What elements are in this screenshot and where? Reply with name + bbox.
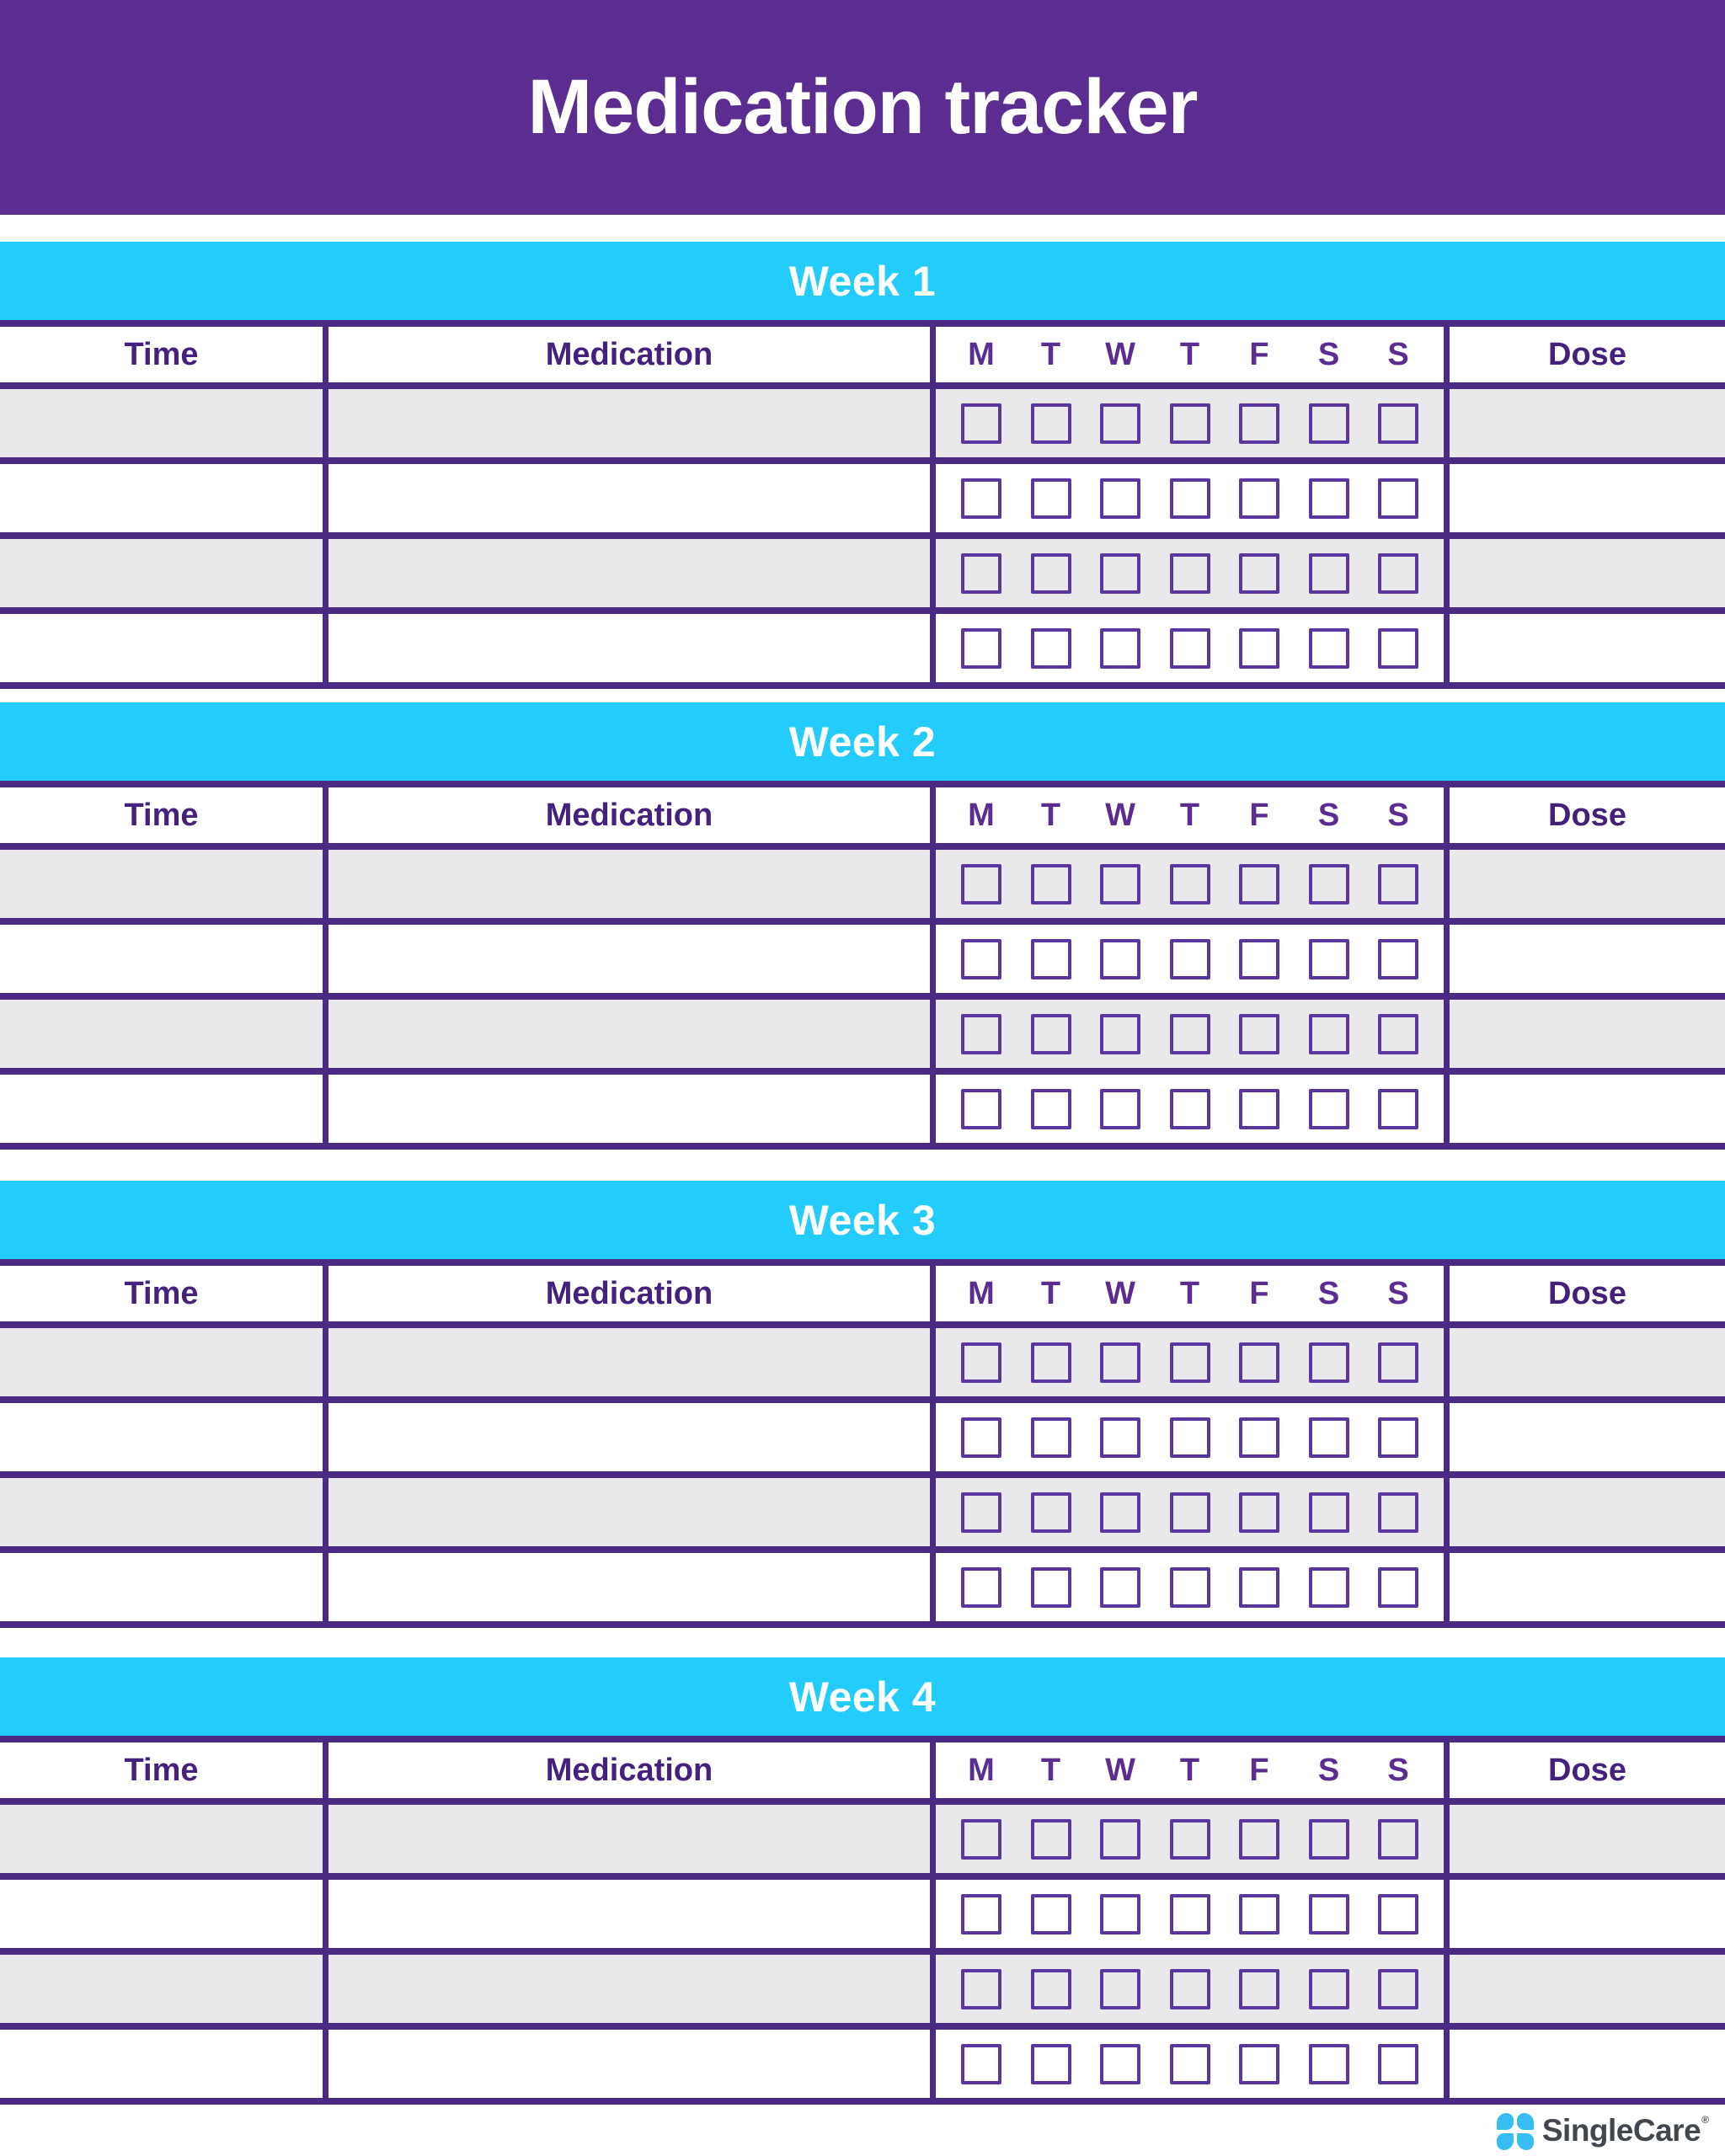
medication-cell[interactable] xyxy=(323,1880,930,1948)
medication-cell[interactable] xyxy=(323,1553,930,1621)
day-letter: T xyxy=(1040,797,1061,833)
table-row xyxy=(0,1000,1725,1068)
day-letter: T xyxy=(1040,336,1061,372)
day-checkbox[interactable] xyxy=(1170,403,1210,444)
time-cell[interactable] xyxy=(0,539,323,607)
day-checkbox[interactable] xyxy=(1309,1089,1349,1129)
day-checkbox[interactable] xyxy=(961,2044,1001,2084)
table-row xyxy=(0,925,1725,993)
medication-cell[interactable] xyxy=(323,850,930,918)
medication-cell[interactable] xyxy=(323,925,930,993)
day-checkbox[interactable] xyxy=(1170,1969,1210,2009)
day-letter: T xyxy=(1179,1752,1200,1788)
horizontal-rule xyxy=(0,1736,1725,1742)
day-checkbox[interactable] xyxy=(1239,1089,1279,1129)
day-checkbox[interactable] xyxy=(1170,1492,1210,1533)
day-checkbox[interactable] xyxy=(1378,628,1418,669)
day-checkbox[interactable] xyxy=(1239,1492,1279,1533)
day-checkbox[interactable] xyxy=(1100,1014,1140,1054)
dose-cell[interactable] xyxy=(1444,614,1725,682)
column-header-time: Time xyxy=(124,336,199,372)
week-label: Week 2 xyxy=(788,718,937,766)
day-checkbox[interactable] xyxy=(1378,2044,1418,2084)
day-checkbox[interactable] xyxy=(1031,1819,1071,1860)
day-letter: T xyxy=(1040,1752,1061,1788)
horizontal-rule xyxy=(0,1259,1725,1266)
day-checkbox[interactable] xyxy=(1378,478,1418,519)
dose-cell[interactable] xyxy=(1444,1403,1725,1471)
week-section-1 xyxy=(0,242,1725,689)
day-checkbox-row xyxy=(930,1403,1444,1471)
column-header-medication: Medication xyxy=(323,1266,930,1321)
day-checkbox[interactable] xyxy=(1239,2044,1279,2084)
day-checkbox[interactable] xyxy=(961,1969,1001,2009)
day-checkbox-row xyxy=(930,1328,1444,1396)
day-checkbox[interactable] xyxy=(961,403,1001,444)
day-checkbox[interactable] xyxy=(1100,864,1140,905)
medication-cell[interactable] xyxy=(323,1805,930,1873)
day-checkbox[interactable] xyxy=(1309,1417,1349,1458)
day-checkbox[interactable] xyxy=(1239,1567,1279,1608)
week-section-2 xyxy=(0,702,1725,1150)
horizontal-rule xyxy=(0,993,1725,1000)
day-checkbox[interactable] xyxy=(961,1089,1001,1129)
medication-cell[interactable] xyxy=(323,2030,930,2098)
horizontal-rule xyxy=(0,457,1725,464)
table-row xyxy=(0,1805,1725,1873)
horizontal-rule xyxy=(0,2098,1725,2105)
column-header-time: Time xyxy=(124,1275,199,1311)
medication-cell[interactable] xyxy=(323,539,930,607)
day-checkbox[interactable] xyxy=(1239,478,1279,519)
day-checkbox[interactable] xyxy=(1239,403,1279,444)
footer xyxy=(0,2105,1725,2156)
medication-cell[interactable] xyxy=(323,1478,930,1546)
day-letter: M xyxy=(968,797,995,833)
dose-cell[interactable] xyxy=(1444,539,1725,607)
day-letter: S xyxy=(1387,336,1409,372)
day-checkbox[interactable] xyxy=(1031,1492,1071,1533)
day-checkbox[interactable] xyxy=(1170,1014,1210,1054)
table-row xyxy=(0,850,1725,918)
day-letter: F xyxy=(1249,336,1269,372)
table-row xyxy=(0,1553,1725,1621)
day-checkbox[interactable] xyxy=(1170,1894,1210,1935)
day-checkbox-row xyxy=(930,925,1444,993)
dose-cell[interactable] xyxy=(1444,1955,1725,2023)
day-checkbox[interactable] xyxy=(1378,939,1418,979)
day-checkbox[interactable] xyxy=(1309,1567,1349,1608)
day-checkbox-row xyxy=(930,389,1444,457)
table-row xyxy=(0,1328,1725,1396)
day-checkbox[interactable] xyxy=(1031,628,1071,669)
day-checkbox[interactable] xyxy=(1031,1969,1071,2009)
day-letter: M xyxy=(968,336,995,372)
day-checkbox[interactable] xyxy=(1239,939,1279,979)
singlecare-logo-text: SingleCare xyxy=(1541,2112,1701,2148)
day-checkbox[interactable] xyxy=(1100,1492,1140,1533)
week-label: Week 4 xyxy=(788,1673,937,1721)
day-checkbox[interactable] xyxy=(1378,403,1418,444)
day-checkbox[interactable] xyxy=(1239,1417,1279,1458)
day-checkbox[interactable] xyxy=(1031,2044,1071,2084)
table-row xyxy=(0,1478,1725,1546)
horizontal-rule xyxy=(0,382,1725,389)
day-checkbox-row xyxy=(930,1880,1444,1948)
day-checkbox[interactable] xyxy=(1239,1819,1279,1860)
horizontal-rule xyxy=(0,843,1725,850)
day-letter: S xyxy=(1387,797,1409,833)
day-checkbox[interactable] xyxy=(1031,1342,1071,1383)
day-checkbox[interactable] xyxy=(1239,864,1279,905)
dose-cell[interactable] xyxy=(1444,850,1725,918)
day-checkbox[interactable] xyxy=(1309,1819,1349,1860)
horizontal-rule xyxy=(0,918,1725,925)
day-checkbox[interactable] xyxy=(1170,1567,1210,1608)
logo-petal xyxy=(1517,2113,1534,2130)
day-checkbox[interactable] xyxy=(1378,1819,1418,1860)
medication-cell[interactable] xyxy=(323,1328,930,1396)
page-title: Medication tracker xyxy=(527,64,1198,150)
day-checkbox[interactable] xyxy=(961,478,1001,519)
week-section-4 xyxy=(0,1657,1725,2105)
registered-trademark-icon: ® xyxy=(1701,2113,1709,2126)
time-cell[interactable] xyxy=(0,1000,323,1068)
day-checkbox[interactable] xyxy=(1170,939,1210,979)
day-checkbox[interactable] xyxy=(1378,1014,1418,1054)
day-checkbox[interactable] xyxy=(1170,1342,1210,1383)
day-checkbox[interactable] xyxy=(1378,1342,1418,1383)
day-letter: T xyxy=(1179,1275,1200,1311)
time-cell[interactable] xyxy=(0,1553,323,1621)
day-checkbox[interactable] xyxy=(1170,1819,1210,1860)
week-banner xyxy=(0,242,1725,320)
day-checkbox[interactable] xyxy=(961,864,1001,905)
horizontal-rule xyxy=(0,1798,1725,1805)
table-header-row xyxy=(0,787,1725,843)
day-checkbox[interactable] xyxy=(1031,939,1071,979)
horizontal-rule xyxy=(0,320,1725,327)
day-checkbox[interactable] xyxy=(961,1342,1001,1383)
week-banner xyxy=(0,702,1725,781)
horizontal-rule xyxy=(0,1948,1725,1955)
day-checkbox[interactable] xyxy=(961,1567,1001,1608)
day-checkbox[interactable] xyxy=(961,553,1001,594)
day-checkbox-row xyxy=(930,1075,1444,1143)
dose-cell[interactable] xyxy=(1444,389,1725,457)
day-letter: W xyxy=(1105,797,1135,833)
day-letter: S xyxy=(1387,1752,1409,1788)
day-checkbox[interactable] xyxy=(1031,553,1071,594)
day-checkbox[interactable] xyxy=(1378,1894,1418,1935)
day-checkbox[interactable] xyxy=(1309,864,1349,905)
day-checkbox[interactable] xyxy=(961,939,1001,979)
day-checkbox[interactable] xyxy=(1239,1014,1279,1054)
day-checkbox[interactable] xyxy=(1378,864,1418,905)
column-header-medication: Medication xyxy=(323,1742,930,1798)
table-header-row xyxy=(0,327,1725,382)
column-header-dose: Dose xyxy=(1444,787,1725,843)
day-checkbox[interactable] xyxy=(1239,553,1279,594)
day-checkbox[interactable] xyxy=(1100,1417,1140,1458)
horizontal-rule xyxy=(0,2023,1725,2030)
day-checkbox-row xyxy=(930,850,1444,918)
column-header-time: Time xyxy=(124,1752,199,1788)
time-cell[interactable] xyxy=(0,614,323,682)
day-letter: S xyxy=(1387,1275,1409,1311)
time-cell[interactable] xyxy=(0,1328,323,1396)
day-letter: T xyxy=(1179,336,1200,372)
day-checkbox[interactable] xyxy=(1378,1089,1418,1129)
table-row xyxy=(0,464,1725,532)
day-letter: W xyxy=(1105,1752,1135,1788)
day-checkbox-row xyxy=(930,614,1444,682)
day-checkbox[interactable] xyxy=(1378,1417,1418,1458)
day-checkbox[interactable] xyxy=(1378,553,1418,594)
time-cell[interactable] xyxy=(0,1880,323,1948)
table-row xyxy=(0,539,1725,607)
dose-cell[interactable] xyxy=(1444,1805,1725,1873)
week-label: Week 1 xyxy=(788,257,937,305)
day-checkbox[interactable] xyxy=(1170,864,1210,905)
logo-petal xyxy=(1497,2113,1514,2130)
day-letter: F xyxy=(1249,1275,1269,1311)
day-checkbox[interactable] xyxy=(961,628,1001,669)
time-cell[interactable] xyxy=(0,1403,323,1471)
day-letter: M xyxy=(968,1275,995,1311)
day-checkbox[interactable] xyxy=(1031,478,1071,519)
day-checkbox[interactable] xyxy=(1170,1089,1210,1129)
week-banner xyxy=(0,1181,1725,1259)
horizontal-rule xyxy=(0,1321,1725,1328)
day-checkbox[interactable] xyxy=(1100,939,1140,979)
logo-petal xyxy=(1497,2133,1514,2150)
time-cell[interactable] xyxy=(0,1075,323,1143)
day-letters-row xyxy=(930,1742,1444,1798)
day-checkbox[interactable] xyxy=(1031,864,1071,905)
dose-cell[interactable] xyxy=(1444,2030,1725,2098)
horizontal-rule xyxy=(0,532,1725,539)
day-letters-row xyxy=(930,1266,1444,1321)
day-letter: F xyxy=(1249,797,1269,833)
time-cell[interactable] xyxy=(0,850,323,918)
dose-cell[interactable] xyxy=(1444,1478,1725,1546)
day-checkbox[interactable] xyxy=(1309,553,1349,594)
day-checkbox-row xyxy=(930,539,1444,607)
day-checkbox-row xyxy=(930,464,1444,532)
week-section-3 xyxy=(0,1181,1725,1628)
table-row xyxy=(0,1403,1725,1471)
day-checkbox[interactable] xyxy=(1100,553,1140,594)
dose-cell[interactable] xyxy=(1444,464,1725,532)
day-checkbox[interactable] xyxy=(1100,1089,1140,1129)
dose-cell[interactable] xyxy=(1444,1880,1725,1948)
day-checkbox[interactable] xyxy=(961,1014,1001,1054)
day-checkbox[interactable] xyxy=(1170,1417,1210,1458)
day-checkbox[interactable] xyxy=(1031,1089,1071,1129)
dose-cell[interactable] xyxy=(1444,1000,1725,1068)
day-checkbox[interactable] xyxy=(1031,403,1071,444)
day-checkbox[interactable] xyxy=(1031,1567,1071,1608)
horizontal-rule xyxy=(0,1068,1725,1075)
day-checkbox[interactable] xyxy=(1100,2044,1140,2084)
day-checkbox[interactable] xyxy=(1309,628,1349,669)
day-checkbox[interactable] xyxy=(1170,2044,1210,2084)
day-checkbox-row xyxy=(930,1000,1444,1068)
day-checkbox[interactable] xyxy=(961,1417,1001,1458)
singlecare-logo-icon xyxy=(1497,2113,1534,2150)
horizontal-rule xyxy=(0,1621,1725,1628)
day-checkbox[interactable] xyxy=(1031,1894,1071,1935)
day-checkbox[interactable] xyxy=(1100,628,1140,669)
horizontal-rule xyxy=(0,1143,1725,1150)
medication-cell[interactable] xyxy=(323,1075,930,1143)
day-checkbox[interactable] xyxy=(1239,1342,1279,1383)
day-checkbox[interactable] xyxy=(1378,1492,1418,1533)
medication-cell[interactable] xyxy=(323,464,930,532)
time-cell[interactable] xyxy=(0,2030,323,2098)
day-letters-row xyxy=(930,327,1444,382)
day-checkbox[interactable] xyxy=(1239,1894,1279,1935)
horizontal-rule xyxy=(0,1396,1725,1403)
day-letters-row xyxy=(930,787,1444,843)
day-checkbox[interactable] xyxy=(1031,1417,1071,1458)
medication-cell[interactable] xyxy=(323,1955,930,2023)
day-checkbox[interactable] xyxy=(1100,1894,1140,1935)
table-header-row xyxy=(0,1266,1725,1321)
medication-cell[interactable] xyxy=(323,1000,930,1068)
time-cell[interactable] xyxy=(0,1478,323,1546)
day-checkbox[interactable] xyxy=(1170,628,1210,669)
day-checkbox[interactable] xyxy=(1309,1014,1349,1054)
time-cell[interactable] xyxy=(0,1955,323,2023)
table-row xyxy=(0,2030,1725,2098)
column-header-time: Time xyxy=(124,797,199,833)
column-header-dose: Dose xyxy=(1444,327,1725,382)
day-checkbox[interactable] xyxy=(1100,1969,1140,2009)
day-letter: W xyxy=(1105,336,1135,372)
time-cell[interactable] xyxy=(0,464,323,532)
day-letter: M xyxy=(968,1752,995,1788)
dose-cell[interactable] xyxy=(1444,1553,1725,1621)
day-checkbox[interactable] xyxy=(961,1819,1001,1860)
day-checkbox[interactable] xyxy=(1100,1819,1140,1860)
day-checkbox[interactable] xyxy=(1100,478,1140,519)
week-banner xyxy=(0,1657,1725,1736)
day-letter: F xyxy=(1249,1752,1269,1788)
day-letter: S xyxy=(1317,336,1340,372)
day-letter: S xyxy=(1317,797,1340,833)
day-letter: T xyxy=(1179,797,1200,833)
day-checkbox[interactable] xyxy=(1239,1969,1279,2009)
dose-cell[interactable] xyxy=(1444,1075,1725,1143)
day-checkbox[interactable] xyxy=(1309,403,1349,444)
day-checkbox[interactable] xyxy=(1170,553,1210,594)
day-checkbox[interactable] xyxy=(961,1894,1001,1935)
horizontal-rule xyxy=(0,781,1725,787)
day-checkbox[interactable] xyxy=(961,1492,1001,1533)
time-cell[interactable] xyxy=(0,1805,323,1873)
table-row xyxy=(0,614,1725,682)
day-checkbox[interactable] xyxy=(1309,2044,1349,2084)
horizontal-rule xyxy=(0,1873,1725,1880)
horizontal-rule xyxy=(0,1546,1725,1553)
day-letter: T xyxy=(1040,1275,1061,1311)
table-row xyxy=(0,1880,1725,1948)
table-row xyxy=(0,1075,1725,1143)
day-checkbox[interactable] xyxy=(1170,478,1210,519)
table-row xyxy=(0,1955,1725,2023)
day-checkbox[interactable] xyxy=(1309,1342,1349,1383)
table-row xyxy=(0,389,1725,457)
medication-cell[interactable] xyxy=(323,389,930,457)
medication-cell[interactable] xyxy=(323,1403,930,1471)
day-checkbox-row xyxy=(930,1955,1444,2023)
day-checkbox[interactable] xyxy=(1239,628,1279,669)
day-checkbox[interactable] xyxy=(1309,478,1349,519)
day-checkbox[interactable] xyxy=(1309,1492,1349,1533)
week-label: Week 3 xyxy=(788,1196,937,1244)
dose-cell[interactable] xyxy=(1444,925,1725,993)
horizontal-rule xyxy=(0,1471,1725,1478)
horizontal-rule xyxy=(0,607,1725,614)
page-header xyxy=(0,0,1725,215)
column-header-dose: Dose xyxy=(1444,1742,1725,1798)
singlecare-logo xyxy=(1497,2111,1708,2151)
day-checkbox-row xyxy=(930,2030,1444,2098)
day-letter: S xyxy=(1317,1275,1340,1311)
day-checkbox[interactable] xyxy=(1309,1969,1349,2009)
day-checkbox-row xyxy=(930,1478,1444,1546)
day-checkbox-row xyxy=(930,1805,1444,1873)
day-letter: W xyxy=(1105,1275,1135,1311)
day-letter: S xyxy=(1317,1752,1340,1788)
day-checkbox[interactable] xyxy=(1378,1969,1418,2009)
time-cell[interactable] xyxy=(0,925,323,993)
day-checkbox-row xyxy=(930,1553,1444,1621)
time-cell[interactable] xyxy=(0,389,323,457)
column-header-medication: Medication xyxy=(323,327,930,382)
column-header-medication: Medication xyxy=(323,787,930,843)
day-checkbox[interactable] xyxy=(1309,939,1349,979)
logo-petal xyxy=(1517,2133,1534,2150)
day-checkbox[interactable] xyxy=(1031,1014,1071,1054)
horizontal-rule xyxy=(0,682,1725,689)
day-checkbox[interactable] xyxy=(1100,1342,1140,1383)
medication-cell[interactable] xyxy=(323,614,930,682)
dose-cell[interactable] xyxy=(1444,1328,1725,1396)
day-checkbox[interactable] xyxy=(1100,1567,1140,1608)
table-header-row xyxy=(0,1742,1725,1798)
day-checkbox[interactable] xyxy=(1100,403,1140,444)
column-header-dose: Dose xyxy=(1444,1266,1725,1321)
day-checkbox[interactable] xyxy=(1309,1894,1349,1935)
day-checkbox[interactable] xyxy=(1378,1567,1418,1608)
